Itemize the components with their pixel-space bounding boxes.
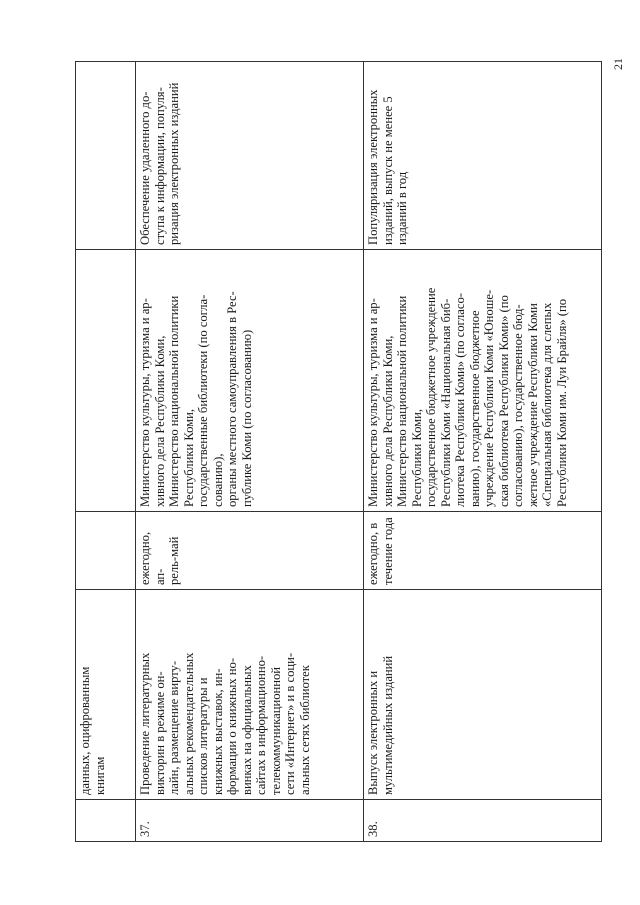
cell-executors: Министерство культуры, туризма и ар- хивного дела Республики Коми, Министерство национальной политики Республики Коми, государственные библиотеки (по согла- сованию), органы местного самоуправления в Рес- публике Коми (по согласованию): [136, 250, 364, 512]
cell-name: Проведение литературных викторин в режиме он- лайн, размещение вирту- альных рекомендательных списков литературы и книжных выставок, ин- формации о книжных но- винках на официальных сайтах в информационно- телекоммуникационной сети «Интернет» и в соци- альных сетях библиотек: [136, 590, 364, 800]
cell-num: 38.: [364, 800, 602, 842]
table-row: [136, 62, 364, 842]
cell-result: [76, 62, 136, 250]
document-page: [75, 62, 601, 842]
cell-name: Выпуск электронных и мультимедийных изданий: [364, 590, 602, 800]
cell-result: Популяризация электронных изданий, выпуск не менее 5 изданий в год: [364, 62, 602, 250]
cell-term: ежегодно, в течение года: [364, 512, 602, 590]
cell-term: [76, 512, 136, 590]
table-row: [364, 62, 602, 842]
cell-term: ежегодно, ап- рель-май: [136, 512, 364, 590]
cell-executors: [76, 250, 136, 512]
cell-result: Обеспечение удаленного до- ступа к информации, популя- ризация электронных изданий: [136, 62, 364, 250]
table-row-continued: [76, 62, 136, 842]
cell-name: данных, оцифрованным книгам: [76, 590, 136, 800]
measures-table: [75, 61, 602, 842]
cell-executors: Министерство культуры, туризма и ар- хивного дела Республики Коми, Министерство национальной политики Республики Коми, государственное бюджетное учреждение Республики Коми «Национальная биб- лиотека Республики Коми» (по согласо- ванию), государственное бюджетное учреждение Республики Коми «Юноше- ская библиотека Республики Коми» (по согласованию), государственное бюд- жетное учреждение Республики Коми «Специальная библиотека для слепых Республики Коми им. Луи Брайля» (по: [364, 250, 602, 512]
page-number: 21: [611, 58, 625, 70]
cell-num: [76, 800, 136, 842]
cell-num: 37.: [136, 800, 364, 842]
